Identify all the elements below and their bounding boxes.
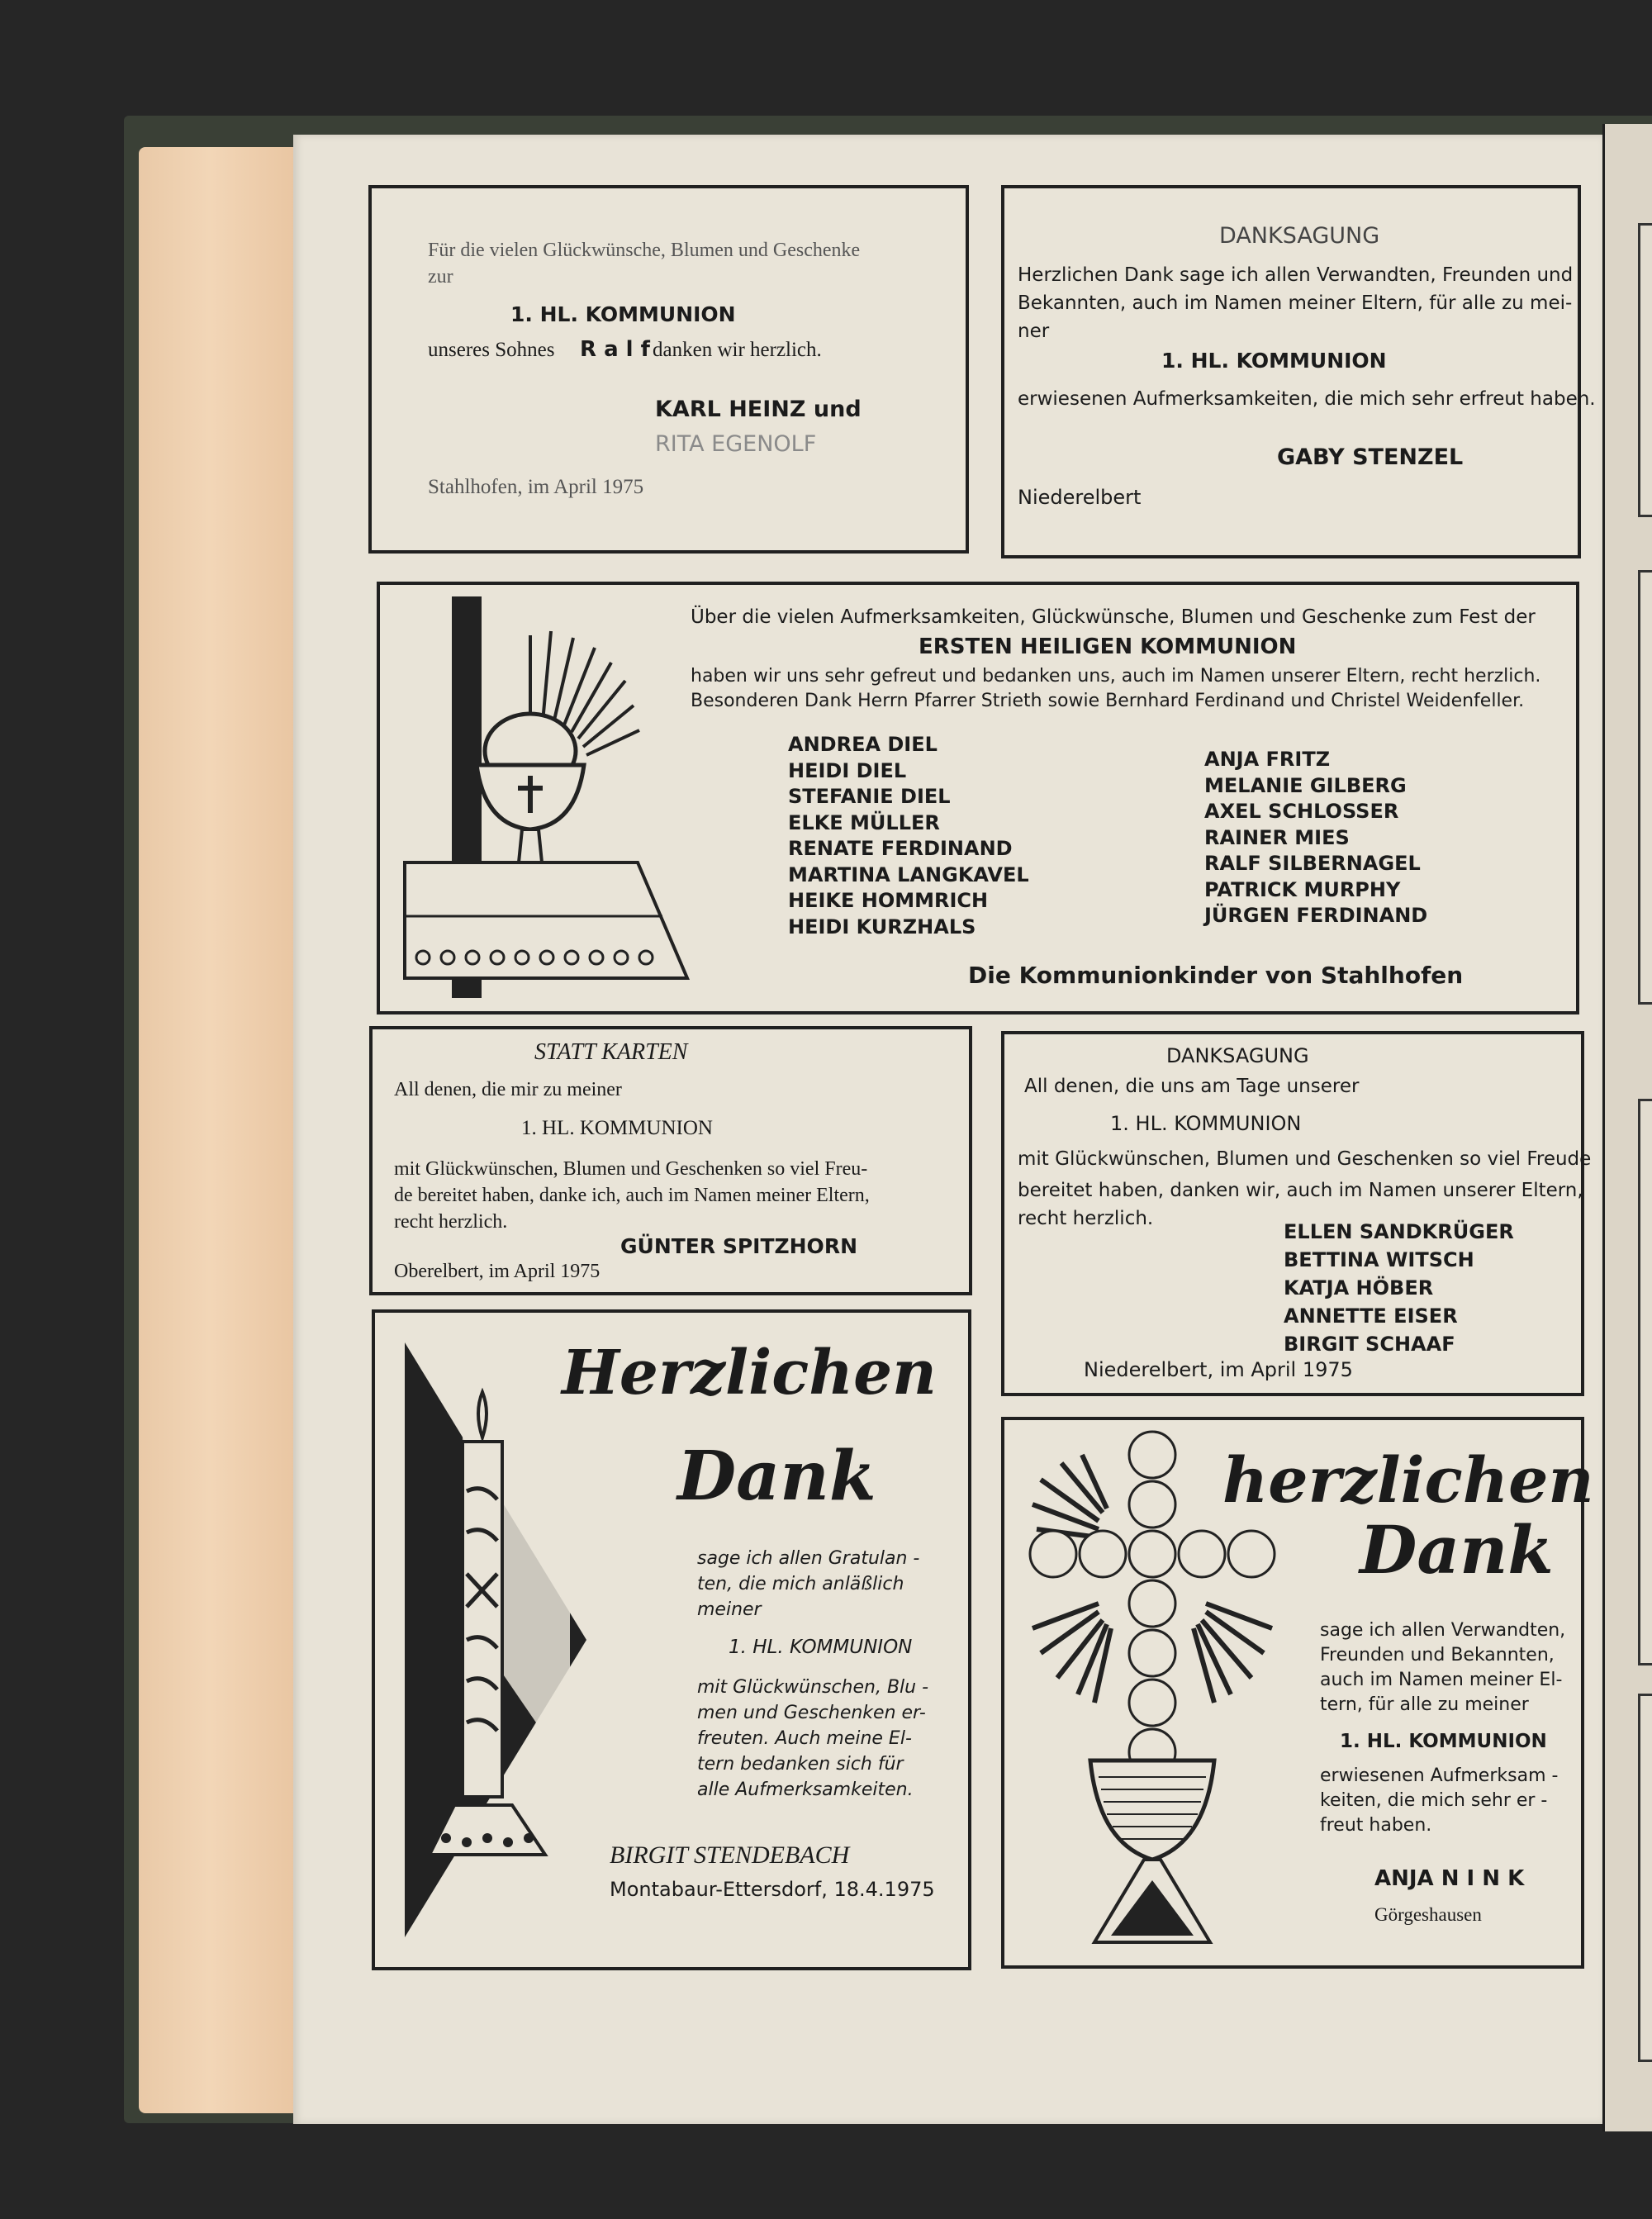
- heading: STATT KARTEN: [534, 1039, 688, 1065]
- signature: BIRGIT STENDEBACH: [610, 1841, 850, 1869]
- child-name: ANDREA DIEL: [788, 733, 938, 756]
- child-name: BIRGIT SCHAAF: [1284, 1333, 1455, 1356]
- ad-guenter-spitzhorn: [369, 1026, 972, 1295]
- names-right: [1204, 747, 1427, 929]
- ad-text: auch im Namen meiner El-: [1320, 1670, 1563, 1690]
- ad-text: Freunden und Bekannten,: [1320, 1645, 1555, 1665]
- ad-text: tern bedanken sich für: [697, 1754, 904, 1775]
- names-left: [788, 732, 1029, 940]
- ad-text: freuten. Auch meine El-: [697, 1728, 912, 1749]
- occasion: 1. HL. KOMMUNION: [1110, 1112, 1302, 1135]
- ad-birgit-stendebach: [372, 1309, 971, 1970]
- place-date: Niederelbert, im April 1975: [1084, 1358, 1353, 1381]
- child-name: MARTINA LANGKAVEL: [788, 862, 1029, 886]
- child-name: JÜRGEN FERDINAND: [1204, 904, 1428, 927]
- child-name: RALF SILBERNAGEL: [1204, 852, 1421, 875]
- signature: GABY STENZEL: [1277, 444, 1464, 470]
- ad-text: ner: [1018, 321, 1050, 342]
- heading: DANKSAGUNG: [1219, 223, 1380, 249]
- ad-text: haben wir uns sehr gefreut und bedanken uns, auch im Namen unserer Eltern, recht herzlich.: [691, 666, 1541, 687]
- ad-text: mit Glückwünschen, Blu -: [697, 1677, 929, 1698]
- ad-text: meiner: [697, 1599, 762, 1620]
- chalice-altar-illustration: [398, 590, 712, 1003]
- occasion: ERSTEN HEILIGEN KOMMUNION: [919, 634, 1297, 659]
- child-name: HEIDI KURZHALS: [788, 915, 976, 938]
- body-text: [1320, 1764, 1558, 1838]
- ad-anja-nink: [1001, 1417, 1594, 1969]
- occasion: 1. HL. KOMMUNION: [510, 302, 736, 326]
- ad-text: recht herzlich.: [1018, 1208, 1154, 1229]
- ad-text: tern, für alle zu meiner: [1320, 1694, 1529, 1715]
- ad-text: All denen, die mir zu meiner: [394, 1079, 622, 1100]
- ad-text: Herzlichen Dank sage ich allen Verwandten, Freunden und: [1018, 264, 1574, 286]
- ad-text: keiten, die mich sehr er -: [1320, 1790, 1548, 1811]
- title: Herzlichen: [562, 1338, 937, 1409]
- place-date: Görgeshausen: [1374, 1904, 1482, 1925]
- ad-text: Über die vielen Aufmerksamkeiten, Glückwünsche, Blumen und Geschenke zum Fest der: [691, 606, 1536, 628]
- child-name: ELKE MÜLLER: [788, 810, 940, 834]
- ad-text: erwiesenen Aufmerksam -: [1320, 1765, 1559, 1786]
- child-name: BETTINA WITSCH: [1284, 1248, 1474, 1271]
- child-name: HEIDI DIEL: [788, 758, 907, 782]
- body-text: [1320, 1618, 1565, 1718]
- heading: DANKSAGUNG: [1166, 1044, 1309, 1067]
- child-name: ANJA FRITZ: [1204, 748, 1331, 771]
- occasion: 1. HL. KOMMUNION: [729, 1637, 913, 1658]
- place-date: Oberelbert, im April 1975: [394, 1261, 601, 1282]
- ad-text: recht herzlich.: [394, 1211, 508, 1233]
- ad-text: freut haben.: [1320, 1815, 1432, 1836]
- ad-text: sage ich allen Gratulan -: [697, 1548, 920, 1569]
- child-name: ANNETTE EISER: [1284, 1304, 1458, 1328]
- title: herzlichen: [1222, 1443, 1594, 1517]
- ad-text: Besonderen Dank Herrn Pfarrer Strieth sowie Bernhard Ferdinand und Christel Weidenfeller.: [691, 691, 1525, 711]
- child-name: STEFANIE DIEL: [788, 785, 951, 808]
- ad-text: unseres Sohnes: [428, 339, 555, 361]
- names: [1284, 1218, 1514, 1358]
- ad-text: mit Glückwünschen, Blumen und Geschenken so viel Freu-: [394, 1158, 868, 1180]
- page-edges: [139, 147, 316, 2113]
- child-name: RENATE FERDINAND: [788, 837, 1013, 860]
- signature: Die Kommunionkinder von Stahlhofen: [968, 962, 1464, 989]
- candle-illustration: [405, 1342, 611, 1937]
- body-text: [697, 1546, 919, 1623]
- ad-text: de bereitet haben, danke ich, auch im Namen meiner Eltern,: [394, 1185, 870, 1206]
- ad-text: bereitet haben, danken wir, auch im Namen unserer Eltern,: [1018, 1180, 1583, 1201]
- child-name: HEIKE HOMMRICH: [788, 889, 989, 912]
- ad-text: men und Geschenken er-: [697, 1703, 926, 1723]
- occasion: 1. HL. KOMMUNION: [521, 1117, 713, 1139]
- ad-text: All denen, die uns am Tage unserer: [1024, 1076, 1360, 1097]
- title: Dank: [677, 1437, 876, 1516]
- signature: ANJA N I N K: [1374, 1866, 1525, 1891]
- ad-text: mit Glückwünschen, Blumen und Geschenken so viel Freude: [1018, 1148, 1592, 1170]
- child-name: KATJA HÖBER: [1284, 1276, 1434, 1300]
- ad-ralf: [368, 185, 969, 554]
- ad-text: zur: [428, 266, 453, 287]
- facing-page-edge: [1602, 124, 1652, 2131]
- signature: GÜNTER SPITZHORN: [620, 1234, 857, 1258]
- child-name: R a l f: [580, 337, 650, 362]
- occasion: 1. HL. KOMMUNION: [1161, 349, 1387, 373]
- ad-text: danken wir herzlich.: [653, 339, 822, 361]
- place-date: Stahlhofen, im April 1975: [428, 476, 644, 498]
- ad-text: ten, die mich anläßlich: [697, 1574, 904, 1594]
- child-name: PATRICK MURPHY: [1204, 877, 1401, 901]
- child-name: RAINER MIES: [1204, 825, 1350, 849]
- ad-text: Für die vielen Glückwünsche, Blumen und Geschenke: [428, 240, 861, 261]
- signature: RITA EGENOLF: [655, 431, 817, 457]
- ad-text: alle Aufmerksamkeiten.: [697, 1779, 914, 1800]
- body-text: [697, 1675, 928, 1803]
- title: Dank: [1360, 1511, 1554, 1589]
- place-date: Niederelbert: [1018, 486, 1142, 509]
- ad-kommunionkinder: [377, 582, 1579, 1014]
- child-name: AXEL SCHLOSSER: [1204, 800, 1399, 823]
- ad-gaby-stenzel: [1001, 185, 1596, 558]
- ad-text: erwiesenen Aufmerksamkeiten, die mich sehr erfreut haben.: [1018, 388, 1596, 410]
- ad-text: Bekannten, auch im Namen meiner Eltern, für alle zu mei-: [1018, 292, 1573, 314]
- child-name: MELANIE GILBERG: [1204, 773, 1407, 797]
- ad-niederelbert-kinder: [1001, 1031, 1592, 1396]
- place-date: Montabaur-Ettersdorf, 18.4.1975: [610, 1878, 935, 1901]
- ad-text: sage ich allen Verwandten,: [1320, 1620, 1566, 1641]
- occasion: 1. HL. KOMMUNION: [1340, 1731, 1547, 1752]
- child-name: ELLEN SANDKRÜGER: [1284, 1220, 1514, 1243]
- signature: KARL HEINZ und: [655, 397, 862, 422]
